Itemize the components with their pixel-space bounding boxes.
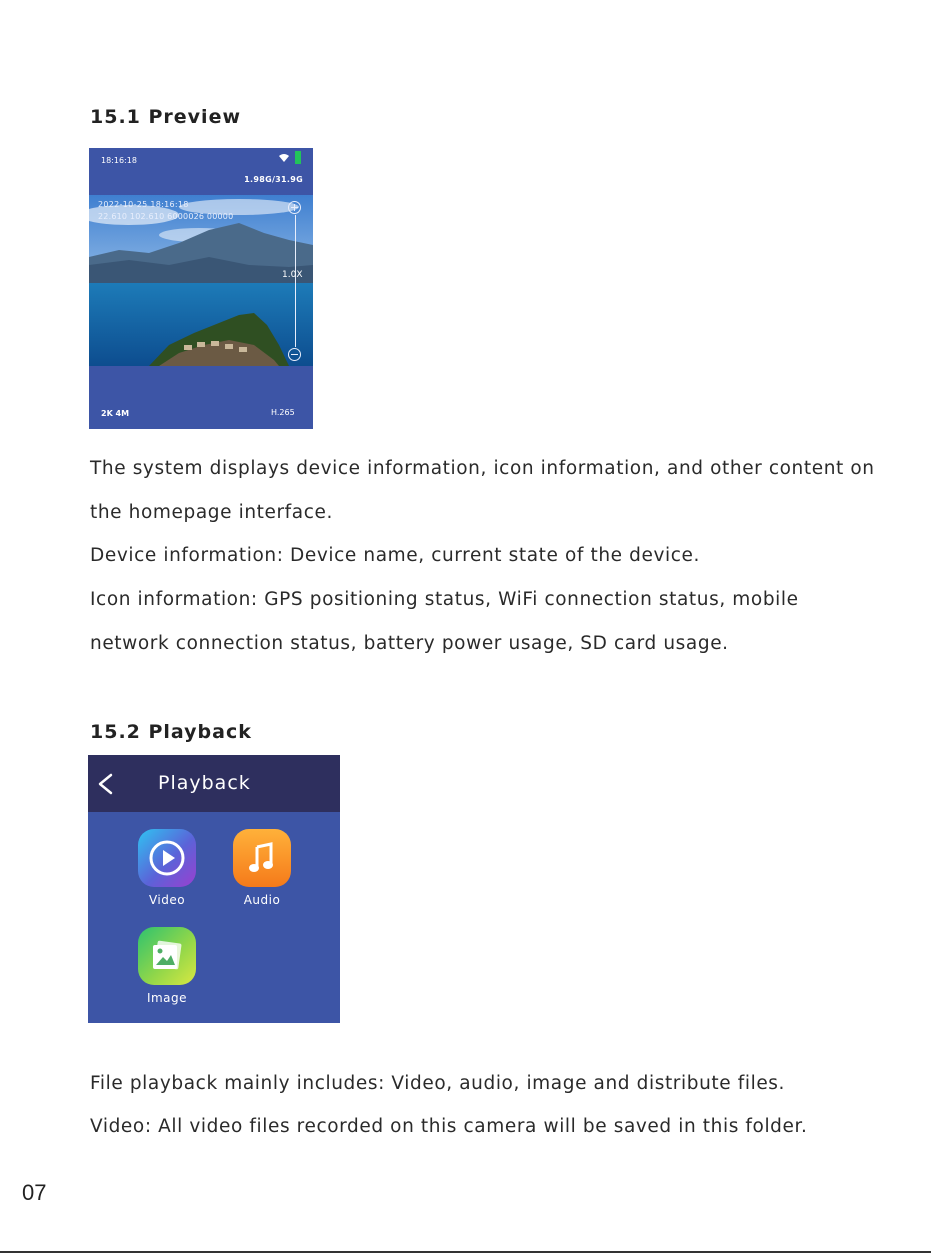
image-icon xyxy=(138,927,196,985)
status-time: 18:16:18 xyxy=(101,156,137,165)
image-app-button[interactable] xyxy=(138,927,196,985)
app-label-image: Image xyxy=(146,991,188,1005)
wifi-icon xyxy=(279,153,289,163)
video-app-button[interactable] xyxy=(138,829,196,887)
music-note-icon xyxy=(233,829,291,887)
playback-screen xyxy=(88,755,340,1023)
playback-title: Playback xyxy=(158,772,251,794)
paragraph: Video: All video files recorded on this camera will be saved in this folder. xyxy=(90,1116,808,1137)
playback-header xyxy=(88,755,340,812)
section-heading-playback: 15.2 Playback xyxy=(90,721,252,743)
resolution-label: 2K 4M xyxy=(101,409,130,418)
paragraph: the homepage interface. xyxy=(90,502,333,523)
codec-label: H.265 xyxy=(271,408,295,417)
page-number: 07 xyxy=(22,1180,47,1205)
page-divider xyxy=(0,1251,931,1253)
zoom-slider[interactable] xyxy=(295,215,296,347)
paragraph: The system displays device information, icon information, and other content on xyxy=(90,458,875,479)
sd-storage: 1.98G/31.9G xyxy=(244,175,303,184)
gps-overlay: 22.610 102.610 6000026 00000 xyxy=(98,212,234,221)
timestamp-overlay: 2022-10-25 18:16:18 xyxy=(98,200,189,209)
section-heading-preview: 15.1 Preview xyxy=(90,106,242,128)
back-arrow-icon[interactable] xyxy=(97,773,113,795)
app-label-audio: Audio xyxy=(243,893,281,907)
app-label-video: Video xyxy=(148,893,186,907)
zoom-in-icon[interactable] xyxy=(288,201,301,214)
audio-app-button[interactable] xyxy=(233,829,291,887)
preview-screen xyxy=(89,148,313,429)
zoom-out-icon[interactable] xyxy=(288,348,301,361)
battery-icon xyxy=(295,151,301,164)
paragraph: network connection status, battery power usage, SD card usage. xyxy=(90,633,729,654)
play-icon xyxy=(138,829,196,887)
zoom-level: 1.0X xyxy=(282,270,303,280)
paragraph: File playback mainly includes: Video, audio, image and distribute files. xyxy=(90,1073,786,1094)
paragraph: Device information: Device name, current state of the device. xyxy=(90,545,700,566)
paragraph: Icon information: GPS positioning status, WiFi connection status, mobile xyxy=(90,589,799,610)
